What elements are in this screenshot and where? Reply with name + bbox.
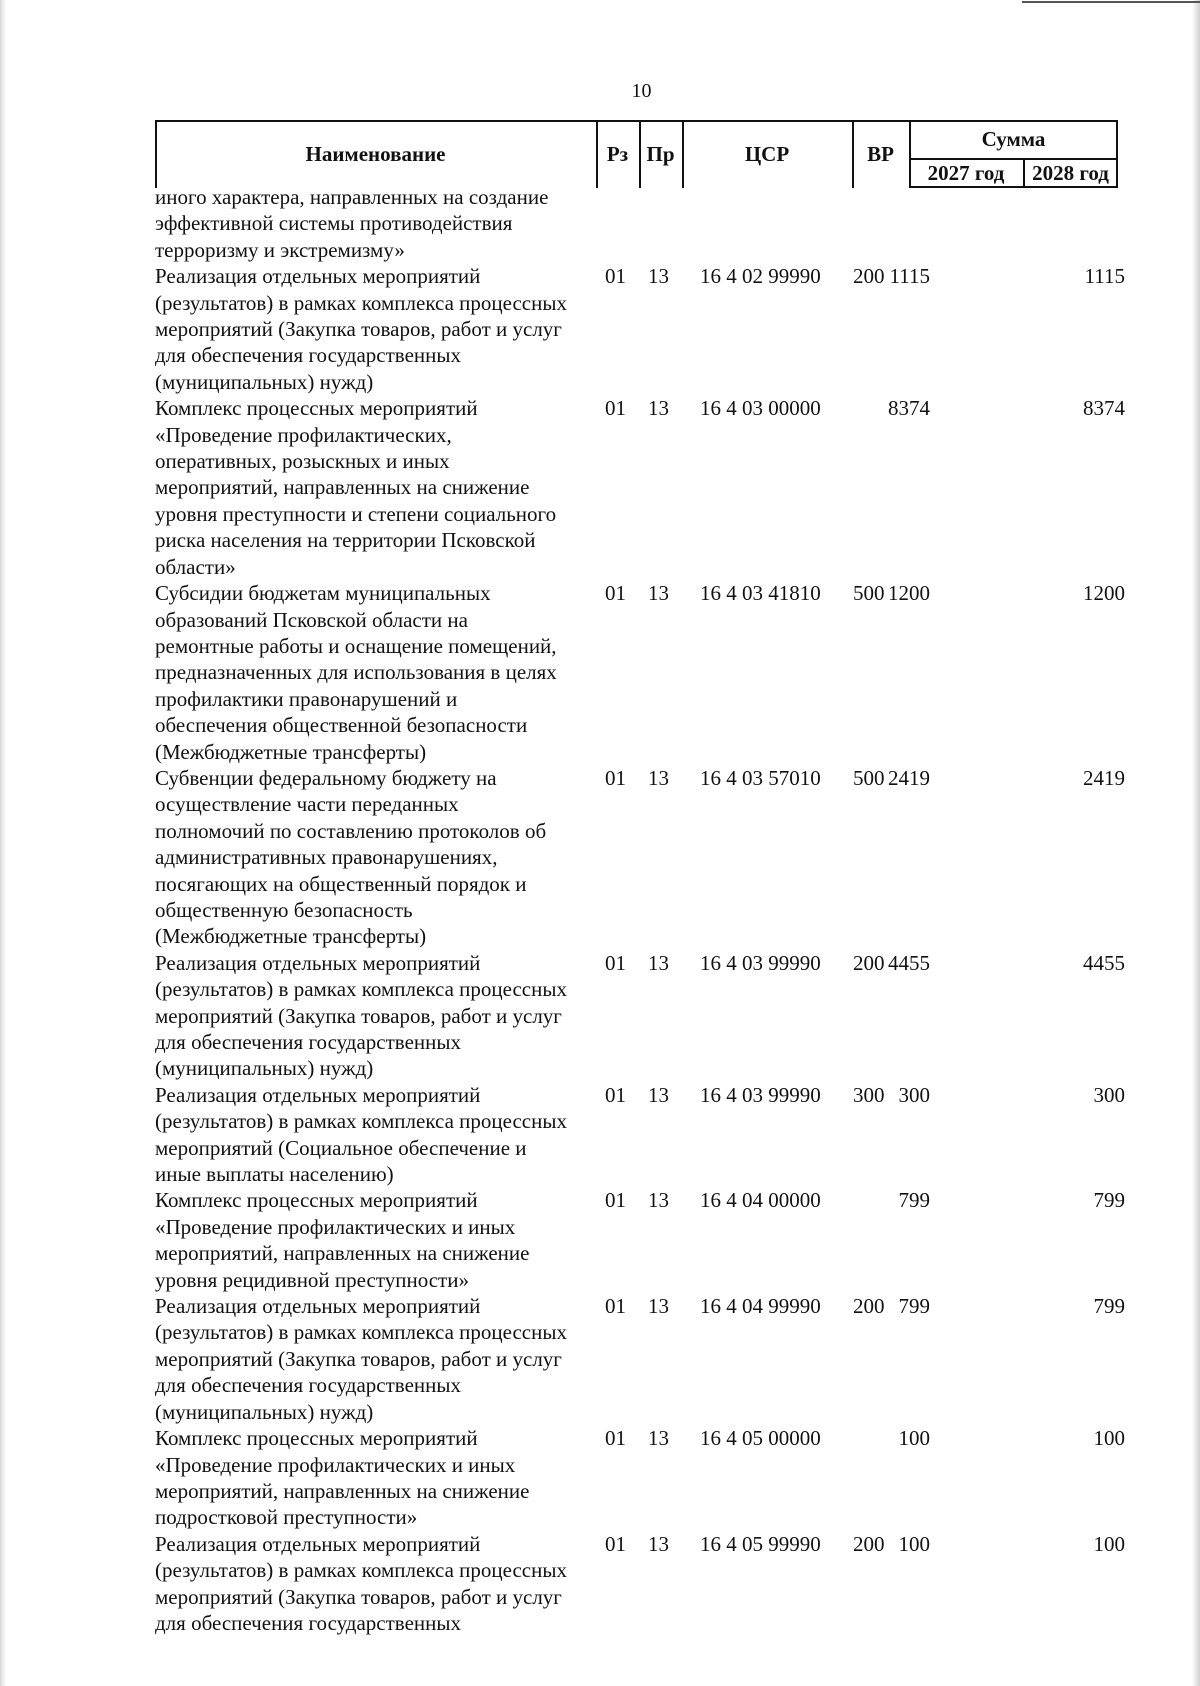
row-rz: 01 xyxy=(605,765,626,790)
row-rz: 01 xyxy=(605,264,626,289)
row-csr: 16 4 03 99990 xyxy=(700,1082,821,1107)
row-vr: 200 xyxy=(853,950,885,975)
row-csr: 16 4 05 00000 xyxy=(700,1426,821,1451)
row-sum-2027: 799 xyxy=(898,1188,930,1213)
row-sum-2028: 100 xyxy=(1093,1426,1125,1451)
row-vr: 200 xyxy=(853,264,885,289)
header-rz: Рз xyxy=(606,141,629,166)
scan-edge-left xyxy=(0,0,6,1686)
row-pr: 13 xyxy=(648,581,669,606)
row-sum-2028: 1200 xyxy=(1083,581,1125,606)
row-sum-2028: 300 xyxy=(1093,1082,1125,1107)
row-sum-2027: 4455 xyxy=(888,950,930,975)
row-name: Реализация отдельных мероприятий (результатов) в рамках комплекса процессных мероприятий (Закупка товаров, работ и услуг для обеспечения государственных (муниципальных) нужд) xyxy=(155,950,567,1081)
row-pr: 13 xyxy=(648,1082,669,1107)
header-sum: Сумма xyxy=(981,126,1046,151)
scan-corner-line xyxy=(1022,1,1200,3)
table-body xyxy=(155,184,1125,1636)
row-sum-2028: 4455 xyxy=(1083,950,1125,975)
table-header xyxy=(155,120,1118,188)
row-rz: 01 xyxy=(605,1531,626,1556)
row-csr: 16 4 03 57010 xyxy=(700,765,821,790)
header-vr: ВР xyxy=(867,141,894,166)
row-name: Субсидии бюджетам муниципальных образований Псковской области на ремонтные работы и оснащение помещений, предназначенных для использования в целях профилактики правонарушений и обеспечения общественной безопасности (Межбюджетные трансферты) xyxy=(155,581,557,764)
row-name: Комплекс процессных мероприятий «Проведение профилактических и иных мероприятий, направленных на снижение уровня рецидивной преступности» xyxy=(155,1188,530,1292)
row-pr: 13 xyxy=(648,1531,669,1556)
row-name: Субвенции федеральному бюджету на осуществление части переданных полномочий по составлению протоколов об административных правонарушениях, посягающих на общественный порядок и общественную безопасность (Межбюджетные трансферты) xyxy=(155,765,547,949)
row-pr: 13 xyxy=(648,1188,669,1213)
scan-edge-right xyxy=(1192,0,1200,1686)
table-row xyxy=(155,1531,1125,1637)
row-pr: 13 xyxy=(648,1426,669,1451)
row-sum-2028: 100 xyxy=(1093,1531,1125,1556)
row-sum-2027: 100 xyxy=(898,1531,930,1556)
row-pr: 13 xyxy=(648,264,669,289)
row-rz: 01 xyxy=(605,581,626,606)
row-csr: 16 4 03 41810 xyxy=(700,581,821,606)
row-vr: 500 xyxy=(853,581,885,606)
row-sum-2028: 2419 xyxy=(1083,765,1125,790)
row-name: Комплекс процессных мероприятий «Проведение профилактических, оперативных, розыскных и иных мероприятий, направленных на снижение уровня преступности и степени социального риска населения на территории Псковской области» xyxy=(155,396,557,579)
table-row xyxy=(155,1187,1125,1293)
row-rz: 01 xyxy=(605,950,626,975)
row-rz: 01 xyxy=(605,396,626,421)
row-vr: 200 xyxy=(853,1294,885,1319)
row-csr: 16 4 03 99990 xyxy=(700,950,821,975)
table-row xyxy=(155,1293,1125,1425)
row-csr: 16 4 05 99990 xyxy=(700,1531,821,1556)
row-vr: 500 xyxy=(853,765,885,790)
row-sum-2027: 100 xyxy=(898,1426,930,1451)
row-rz: 01 xyxy=(605,1082,626,1107)
table-row xyxy=(155,1425,1125,1531)
row-sum-2027: 1115 xyxy=(889,264,930,289)
row-sum-2027: 1200 xyxy=(888,581,930,606)
table-row xyxy=(155,950,1125,1082)
row-name: Реализация отдельных мероприятий (результатов) в рамках комплекса процессных мероприятий (Закупка товаров, работ и услуг для обеспечения государственных (муниципальных) нужд) xyxy=(155,1294,567,1424)
row-csr: 16 4 04 99990 xyxy=(700,1294,821,1319)
header-year-2028: 2028 год xyxy=(1032,160,1109,185)
row-sum-2027: 799 xyxy=(898,1294,930,1319)
header-pr: Пр xyxy=(646,141,675,166)
row-rz: 01 xyxy=(605,1426,626,1451)
row-csr: 16 4 04 00000 xyxy=(700,1188,821,1213)
page-number: 10 xyxy=(631,80,652,102)
table-row xyxy=(155,395,1125,580)
row-pr: 13 xyxy=(648,396,669,421)
row-csr: 16 4 02 99990 xyxy=(700,264,821,289)
row-sum-2028: 1115 xyxy=(1084,264,1125,289)
header-year-2027: 2027 год xyxy=(927,160,1005,185)
row-name: Реализация отдельных мероприятий (результатов) в рамках комплекса процессных мероприятий (Социальное обеспечение и иные выплаты населению) xyxy=(155,1082,567,1187)
row-name: Комплекс процессных мероприятий «Проведение профилактических и иных мероприятий, направленных на снижение подростковой преступности» xyxy=(155,1426,530,1530)
row-csr: 16 4 03 00000 xyxy=(700,396,821,421)
row-sum-2028: 799 xyxy=(1093,1294,1125,1319)
row-rz: 01 xyxy=(605,1294,626,1319)
row-name: Реализация отдельных мероприятий (результатов) в рамках комплекса процессных мероприятий (Закупка товаров, работ и услуг для обеспечения государственных xyxy=(155,1531,567,1635)
header-csr: ЦСР xyxy=(744,141,790,166)
table-row xyxy=(155,765,1125,950)
row-pr: 13 xyxy=(648,1294,669,1319)
table-row xyxy=(155,580,1125,765)
row-sum-2027: 2419 xyxy=(888,765,930,790)
row-sum-2028: 799 xyxy=(1093,1188,1125,1213)
table-row xyxy=(155,1082,1125,1188)
row-vr: 200 xyxy=(853,1531,885,1556)
row-sum-2027: 8374 xyxy=(888,396,930,421)
row-vr: 300 xyxy=(853,1082,885,1107)
table-row xyxy=(155,184,1125,263)
row-name: иного характера, направленных на создание эффективной системы противодействия терроризму и экстремизму» xyxy=(155,185,549,262)
row-name: Реализация отдельных мероприятий (результатов) в рамках комплекса процессных мероприятий (Закупка товаров, работ и услуг для обеспечения государственных (муниципальных) нужд) xyxy=(155,264,567,394)
table-row xyxy=(155,263,1125,395)
row-rz: 01 xyxy=(605,1188,626,1213)
row-pr: 13 xyxy=(648,765,669,790)
row-sum-2027: 300 xyxy=(898,1082,930,1107)
header-name: Наименование xyxy=(305,141,446,166)
row-pr: 13 xyxy=(648,950,669,975)
row-sum-2028: 8374 xyxy=(1083,396,1125,421)
